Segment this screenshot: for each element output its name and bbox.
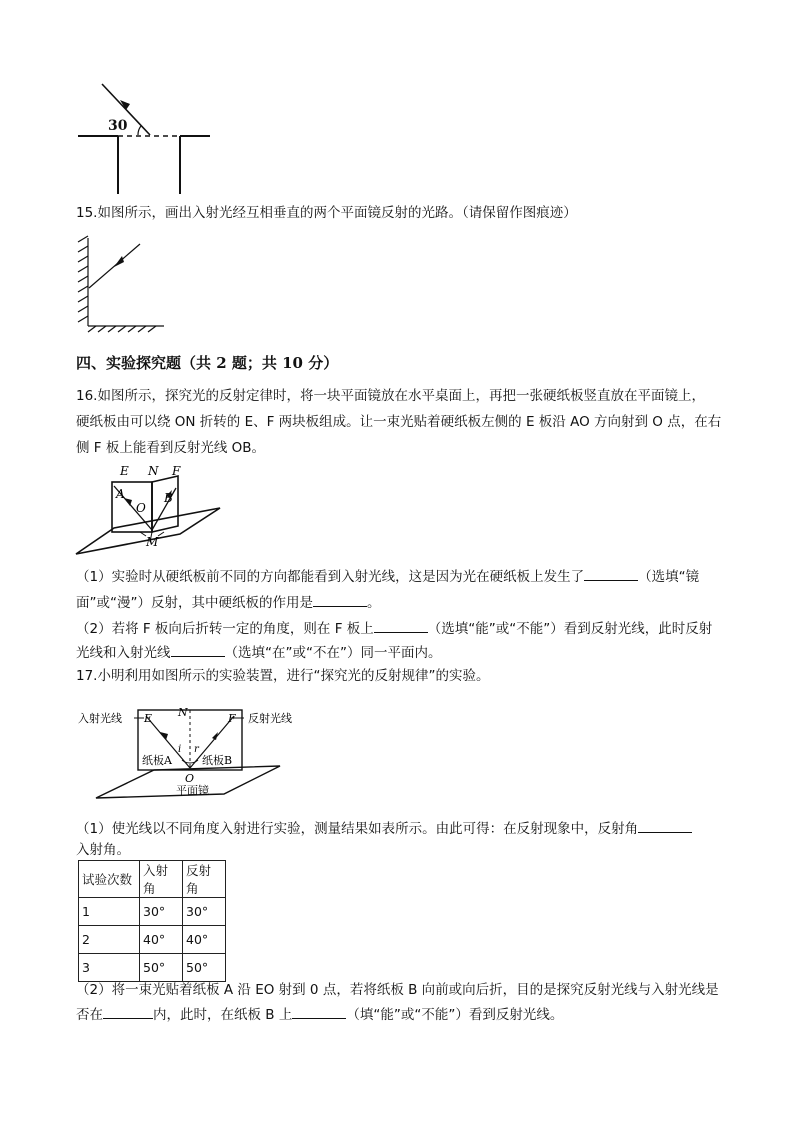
figure-q15-mirrors bbox=[74, 234, 174, 334]
q17-intro: 17.小明利用如图所示的实验装置，进行“探究光的反射规律”的实验。 bbox=[76, 668, 490, 684]
q16-part2-text-a: （2）若将 F 板向后折转一定的角度，则在 F 板上 bbox=[76, 621, 374, 637]
q17-part2-line2 bbox=[76, 1004, 563, 1025]
table-header-row bbox=[79, 861, 226, 898]
table-cell: 2 bbox=[79, 926, 140, 954]
q16-part2-line2 bbox=[76, 642, 441, 663]
label-r: r bbox=[194, 744, 199, 755]
table-cell: 30° bbox=[183, 898, 226, 926]
q17-part2-line1: （2）将一束光贴着纸板 A 沿 EO 射到 0 点，若将纸板 B 向前或向后折，目的是探究反射光线与入射光线是 bbox=[76, 982, 719, 998]
label-i: i bbox=[178, 744, 182, 755]
table-cell: 30° bbox=[140, 898, 183, 926]
table-cell: 50° bbox=[140, 954, 183, 982]
table-row bbox=[79, 898, 226, 926]
q16-part1-text-b: （选填“镜 bbox=[638, 569, 700, 585]
q16-part2-text-d: （选填“在”或“不在”）同一平面内。 bbox=[224, 645, 442, 661]
table-row bbox=[79, 954, 226, 982]
label-O: O bbox=[136, 501, 146, 515]
label-board-b: 纸板B bbox=[202, 754, 233, 767]
q16-blank-4[interactable] bbox=[171, 642, 225, 657]
q16-part2-text-b: （选填“能”或“不能”）看到反射光线，此时反射 bbox=[427, 621, 713, 637]
figure-q17-apparatus bbox=[78, 702, 298, 802]
section-heading: 四、实验探究题（共 2 题；共 10 分） bbox=[76, 354, 339, 372]
label-A: A bbox=[116, 487, 125, 501]
q17-part1-line1 bbox=[76, 818, 692, 839]
q17-part1-text-a: （1）使光线以不同角度入射进行实验，测量结果如表所示。由此可得：在反射现象中，反射角 bbox=[76, 821, 639, 837]
figure-q14 bbox=[70, 80, 220, 200]
q16-line-3: 侧 F 板上能看到反射光线 OB。 bbox=[76, 440, 266, 456]
q17-blank-2[interactable] bbox=[103, 1004, 153, 1019]
q16-blank-1[interactable] bbox=[584, 566, 638, 581]
label-M: M bbox=[146, 535, 159, 549]
table-header-cell: 入射角 bbox=[140, 861, 183, 898]
q17-part2-text-b: 否在 bbox=[76, 1007, 103, 1023]
table-cell: 40° bbox=[183, 926, 226, 954]
label-O: O bbox=[185, 772, 195, 785]
q16-part1-line2 bbox=[76, 592, 380, 613]
q17-part2-text-d: （填“能”或“不能”）看到反射光线。 bbox=[346, 1007, 564, 1023]
q16-part1-text-a: （1）实验时从硬纸板前不同的方向都能看到入射光线，这是因为光在硬纸板上发生了 bbox=[76, 569, 585, 585]
q16-part1-text-c: 面”或“漫”）反射，其中硬纸板的作用是 bbox=[76, 595, 313, 611]
q16-part2-line1 bbox=[76, 618, 712, 639]
label-N: N bbox=[148, 464, 159, 478]
label-board-a: 纸板A bbox=[142, 754, 172, 767]
label-F: F bbox=[228, 712, 236, 725]
q16-part1-text-d: 。 bbox=[366, 595, 381, 611]
label-E: E bbox=[144, 712, 153, 725]
table-cell: 3 bbox=[79, 954, 140, 982]
table-row bbox=[79, 926, 226, 954]
q16-blank-2[interactable] bbox=[313, 592, 367, 607]
label-F: F bbox=[172, 464, 181, 478]
label-E: E bbox=[120, 464, 129, 478]
q15-text: 15.如图所示，画出入射光经互相垂直的两个平面镜反射的光路。（请保留作图痕迹） bbox=[76, 205, 577, 221]
q17-blank-3[interactable] bbox=[292, 1004, 346, 1019]
q16-line-2: 硬纸板由可以绕 ON 折转的 E、F 两块板组成。让一束光贴着硬纸板左侧的 E 板沿 AO 方向射到 O 点，在右 bbox=[76, 414, 722, 430]
label-incident: 入射光线 bbox=[78, 712, 122, 725]
q17-part1-line2: 入射角。 bbox=[76, 842, 130, 858]
q16-part1-line1 bbox=[76, 566, 699, 587]
label-reflected: 反射光线 bbox=[248, 712, 292, 725]
figure-q16-apparatus bbox=[74, 462, 224, 558]
q16-part2-text-c: 光线和入射光线 bbox=[76, 645, 171, 661]
label-mirror: 平面镜 bbox=[176, 784, 209, 797]
table-header-cell: 试验次数 bbox=[79, 861, 140, 898]
table-cell: 1 bbox=[79, 898, 140, 926]
angle-label: 30 bbox=[108, 118, 128, 134]
results-table bbox=[78, 860, 226, 982]
label-N: N bbox=[178, 706, 188, 719]
q16-blank-3[interactable] bbox=[374, 618, 428, 633]
table-cell: 50° bbox=[183, 954, 226, 982]
label-B: B bbox=[164, 491, 173, 505]
table-cell: 40° bbox=[140, 926, 183, 954]
q17-part2-text-c: 内，此时，在纸板 B 上 bbox=[153, 1007, 293, 1023]
q16-line-1: 16.如图所示，探究光的反射定律时，将一块平面镜放在水平桌面上，再把一张硬纸板竖直放在平面镜上， bbox=[76, 388, 705, 404]
q17-blank-1[interactable] bbox=[638, 818, 692, 833]
table-header-cell: 反射角 bbox=[183, 861, 226, 898]
